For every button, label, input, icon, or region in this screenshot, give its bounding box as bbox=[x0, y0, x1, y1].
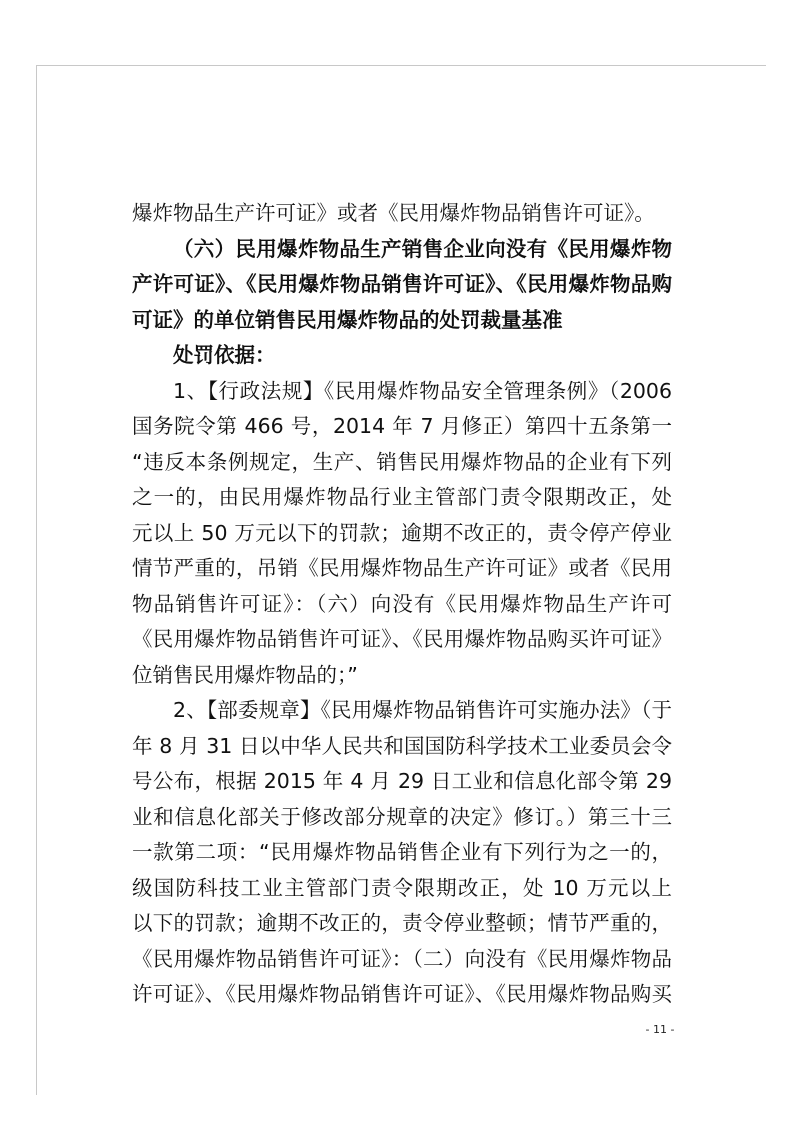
text-line: 年 8 月 31 日以中华人民共和国国防科学技术工业委员会令 bbox=[132, 733, 672, 758]
text-line: 之一的，由民用爆炸物品行业主管部门责令限期改正，处 bbox=[132, 485, 672, 509]
text-line: 《民用爆炸物品销售许可证》、《民用爆炸物品购买许可证》 bbox=[132, 627, 672, 651]
text-line: 1、【行政法规】《民用爆炸物品安全管理条例》（2006 bbox=[173, 378, 672, 403]
page-border-left bbox=[36, 65, 37, 1095]
text-line: 爆炸物品生产许可证》或者《民用爆炸物品销售许可证》。 bbox=[132, 201, 655, 225]
text-line: （六）民用爆炸物品生产销售企业向没有《民用爆炸物 bbox=[173, 236, 672, 261]
text-line: 一款第二项：“民用爆炸物品销售企业有下列行为之一的， bbox=[132, 840, 672, 864]
text-line: 处罚依据： bbox=[173, 343, 276, 367]
text-line: 产许可证》、《民用爆炸物品销售许可证》、《民用爆炸物品购 bbox=[132, 272, 672, 296]
text-line: 国务院令第 466 号，2014 年 7 月修正）第四十五条第一 bbox=[132, 414, 672, 438]
text-line: 可证》的单位销售民用爆炸物品的处罚裁量基准 bbox=[132, 307, 563, 332]
text-line: 《民用爆炸物品销售许可证》：（二）向没有《民用爆炸物品 bbox=[132, 946, 672, 971]
text-line: “违反本条例规定，生产、销售民用爆炸物品的企业有下列 bbox=[132, 449, 672, 474]
text-line: 业和信息化部关于修改部分规章的决定》修订。）第三十三 bbox=[132, 804, 672, 829]
page-number: - 11 - bbox=[645, 1023, 675, 1036]
text-line: 位销售民用爆炸物品的；” bbox=[132, 662, 358, 687]
document-body bbox=[132, 196, 672, 1013]
text-line: 许可证》、《民用爆炸物品销售许可证》、《民用爆炸物品购买 bbox=[132, 982, 672, 1006]
page-border-top bbox=[36, 65, 766, 66]
text-line: 2、【部委规章】《民用爆炸物品销售许可实施办法》（于 bbox=[173, 698, 672, 722]
text-line: 物品销售许可证》：（六）向没有《民用爆炸物品生产许可 bbox=[132, 591, 672, 616]
text-line: 级国防科技工业主管部门责令限期改正，处 10 万元以上 bbox=[132, 875, 672, 900]
text-line: 情节严重的，吊销《民用爆炸物品生产许可证》或者《民用 bbox=[132, 556, 672, 580]
text-line: 元以上 50 万元以下的罚款；逾期不改正的，责令停产停业 bbox=[132, 520, 672, 545]
text-line: 以下的罚款；逾期不改正的，责令停业整顿；情节严重的， bbox=[132, 911, 672, 935]
text-line: 号公布，根据 2015 年 4 月 29 日工业和信息化部令第 29 bbox=[132, 769, 672, 793]
